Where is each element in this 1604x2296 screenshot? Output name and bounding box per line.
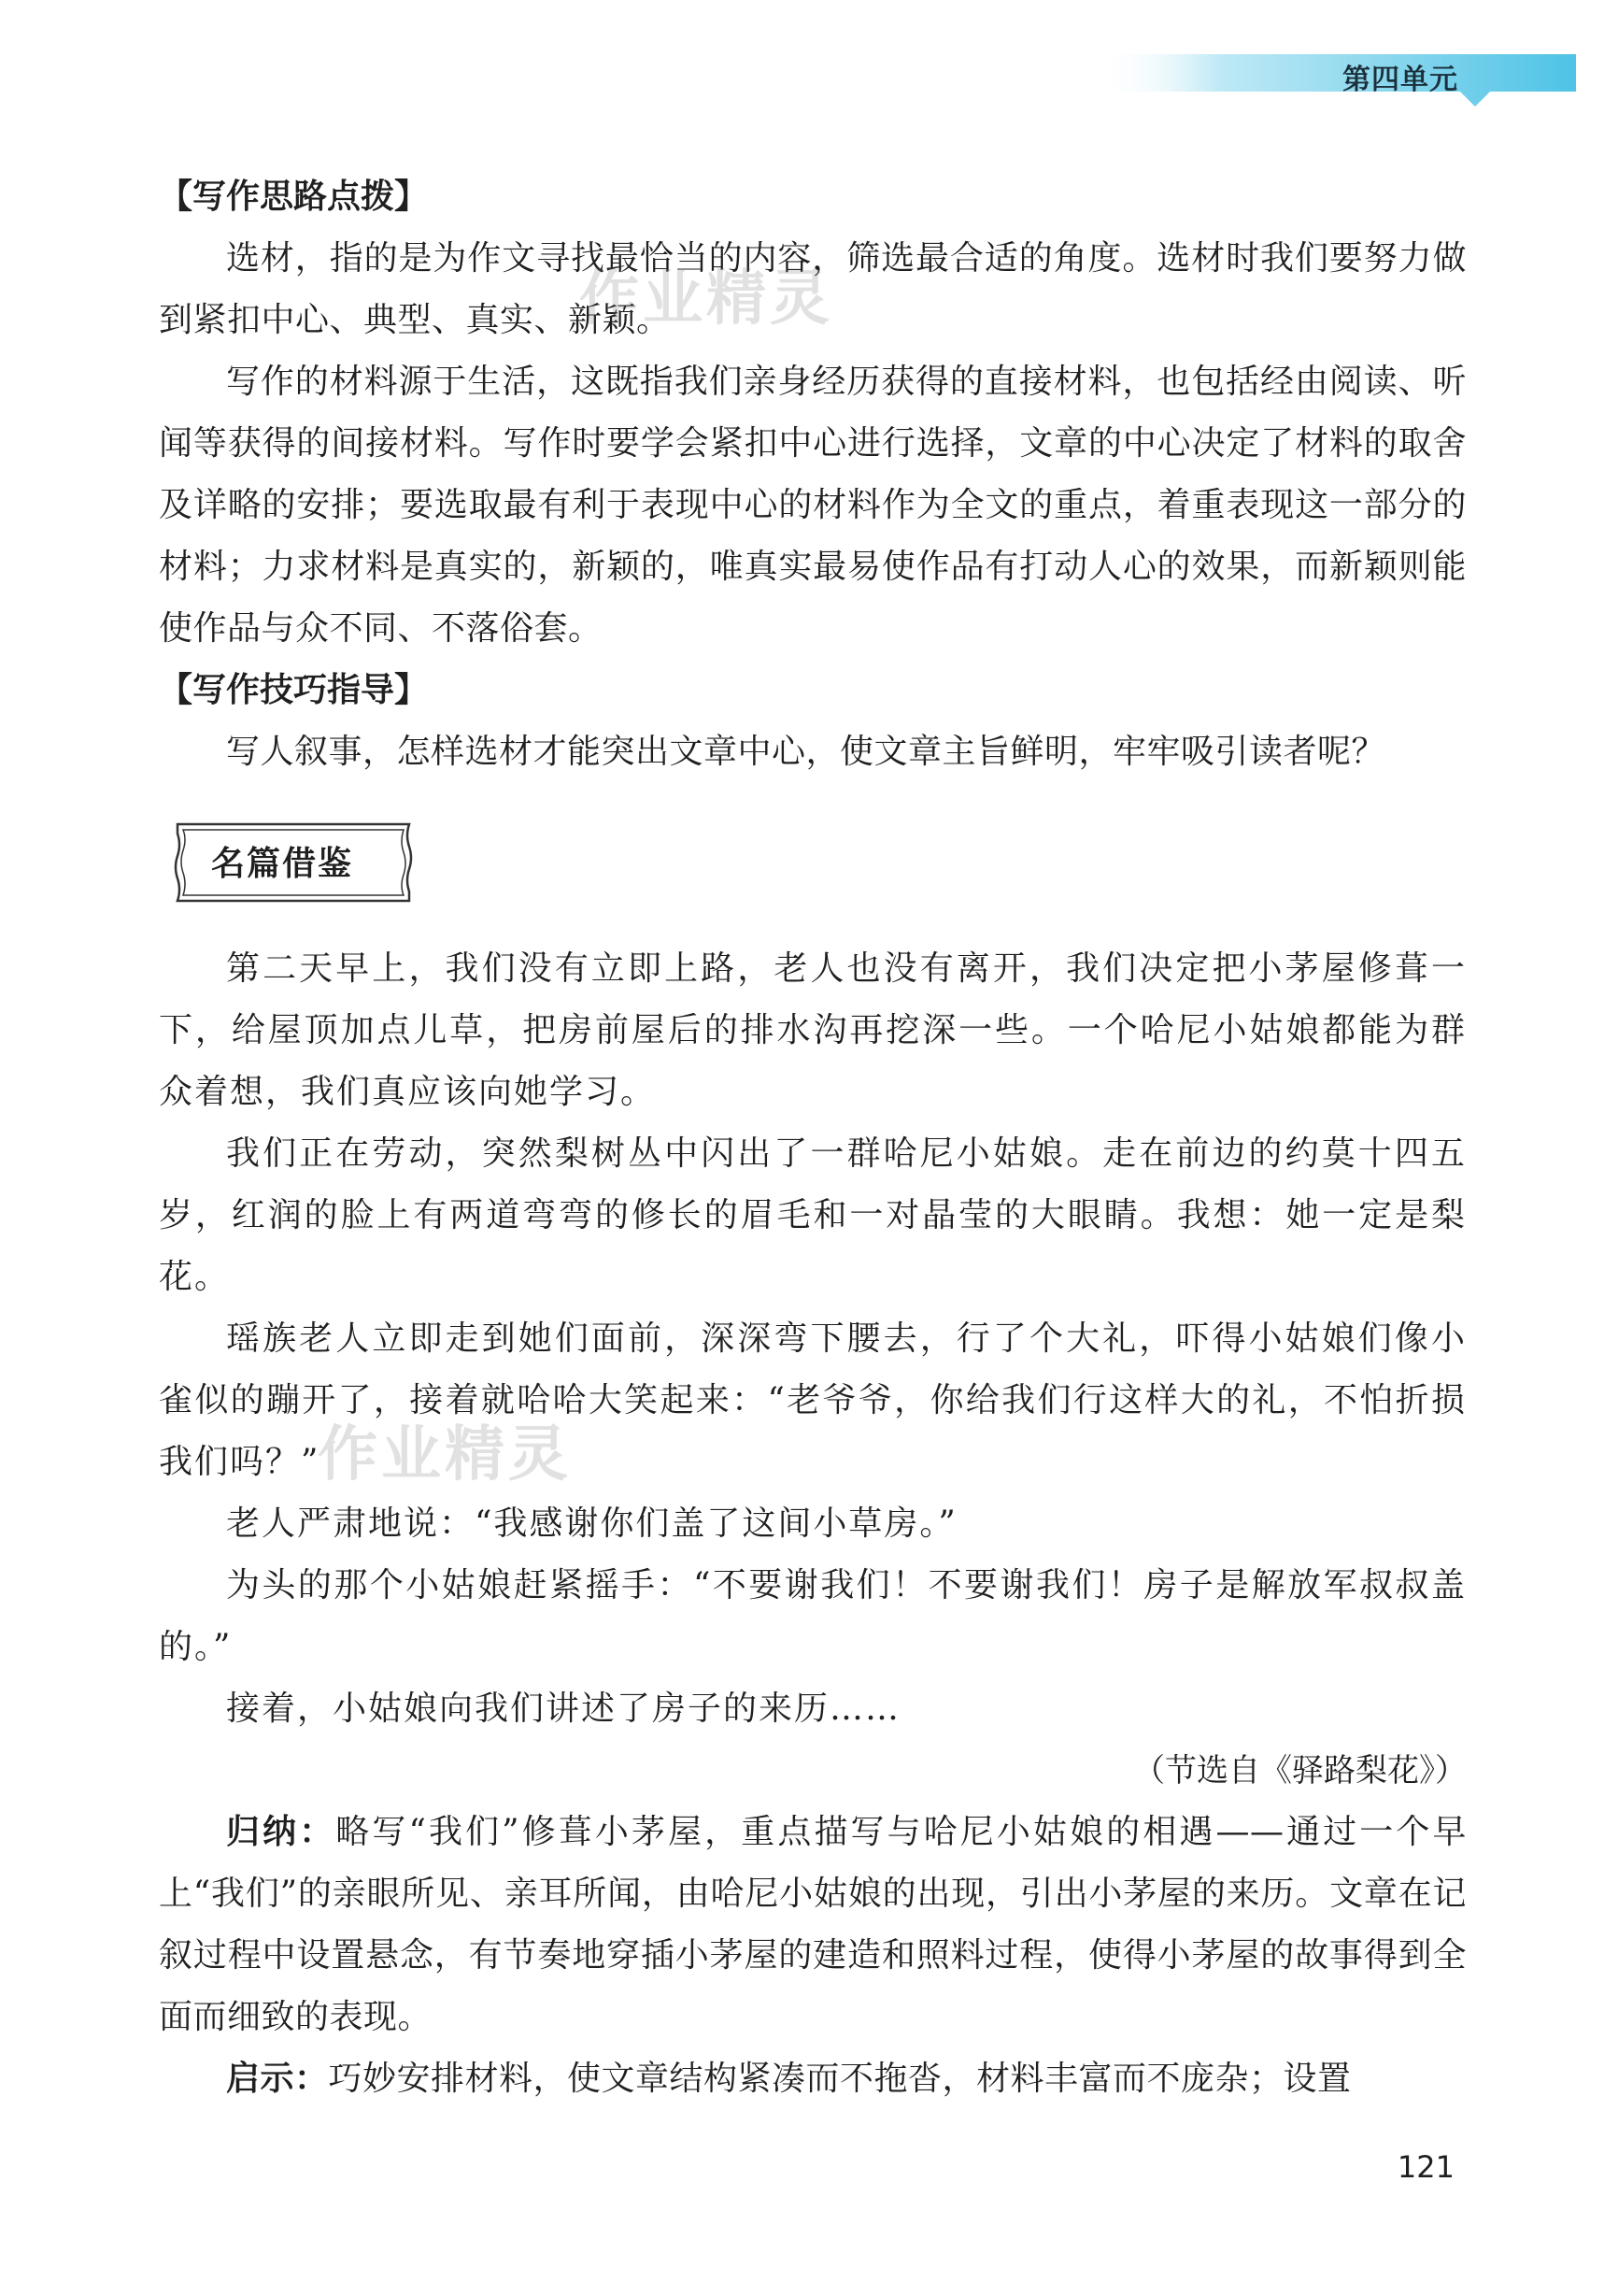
section-heading-approach: 【写作思路点拨】 <box>159 178 429 216</box>
excerpt-paragraph: 接着，小姑娘向我们讲述了房子的来历…… <box>226 1690 901 1728</box>
section-heading-technique: 【写作技巧指导】 <box>159 671 429 709</box>
unit-tab-shape <box>1100 49 1576 123</box>
excerpt-source: （节选自《驿路梨花》） <box>1133 1752 1467 1790</box>
excerpt-paragraph: 我们正在劳动，突然梨树丛中闪出了一群哈尼小姑娘。走在前边的约莫十四五岁，红润的脸上有两道弯弯的修长的眉毛和一对晶莹的大眼睛。我想：她一定是梨花。 <box>159 1134 1467 1296</box>
excerpt-paragraph: 瑶族老人立即走到她们面前，深深弯下腰去，行了个大礼，吓得小姑娘们像小雀似的蹦开了，接着就哈哈大笑起来：“老爷爷，你给我们行这样大的礼，不怕折损我们吗？” <box>159 1319 1467 1481</box>
watermark: 作业精灵 <box>318 1420 572 1490</box>
page-number: 121 <box>1397 2149 1455 2185</box>
watermark: 作业精灵 <box>579 264 833 334</box>
paragraph: 写人叙事，怎样选材才能突出文章中心，使文章主旨鲜明，牢牢吸引读者呢？ <box>226 733 1386 771</box>
paragraph: 写作的材料源于生活，这既指我们亲身经历获得的直接材料，也包括经由阅读、听闻等获得的间接材料。写作时要学会紧扣中心进行选择，文章的中心决定了材料的取舍及详略的安排；要选取最有利于表现中心的材料作为全文的重点，着重表现这一部分的材料；力求材料是真实的，新颖的，唯真实最易使作品有打动人心的效果，而新颖则能使作品与众不同、不落俗套。 <box>159 363 1467 648</box>
excerpt-paragraph: 老人严肃地说：“我感谢你们盖了这间小草房。” <box>226 1505 958 1543</box>
excerpt-paragraph: 第二天早上，我们没有立即上路，老人也没有离开，我们决定把小茅屋修葺一下，给屋顶加点儿草，把房前屋后的排水沟再挖深一些。一个哈尼小姑娘都能为群众着想，我们真应该向她学习。 <box>159 949 1467 1111</box>
main-content <box>159 166 1467 2110</box>
paragraph: 选材，指的是为作文寻找最恰当的内容，筛选最合适的角度。选材时我们要努力做到紧扣中心、典型、真实、新颖。 <box>159 239 1467 339</box>
summary-text: 略写“我们”修葺小茅屋，重点描写与哈尼小姑娘的相遇——通过一个早上“我们”的亲眼所见、亲耳所闻，由哈尼小姑娘的出现，引出小茅屋的来历。文章在记叙过程中设置悬念，有节奏地穿插小茅屋的建造和照料过程，使得小茅屋的故事得到全面而细致的表现。 <box>159 1813 1467 2036</box>
summary-paragraph <box>159 1802 1467 2048</box>
insight-label: 启示： <box>226 2060 329 2098</box>
excerpt-block <box>159 938 1467 1740</box>
unit-tab <box>1100 49 1576 123</box>
classic-reference-banner <box>172 817 1467 908</box>
summary-label: 归纳： <box>226 1813 336 1851</box>
excerpt-paragraph: 为头的那个小姑娘赶紧摇手：“不要谢我们！不要谢我们！房子是解放军叔叔盖的。” <box>159 1566 1467 1666</box>
insight-paragraph <box>159 2048 1467 2110</box>
banner-label: 名篇借鉴 <box>211 845 354 883</box>
insight-text: 巧妙安排材料，使文章结构紧凑而不拖沓，材料丰富而不庞杂；设置 <box>328 2060 1352 2098</box>
unit-label: 第四单元 <box>1342 64 1458 96</box>
